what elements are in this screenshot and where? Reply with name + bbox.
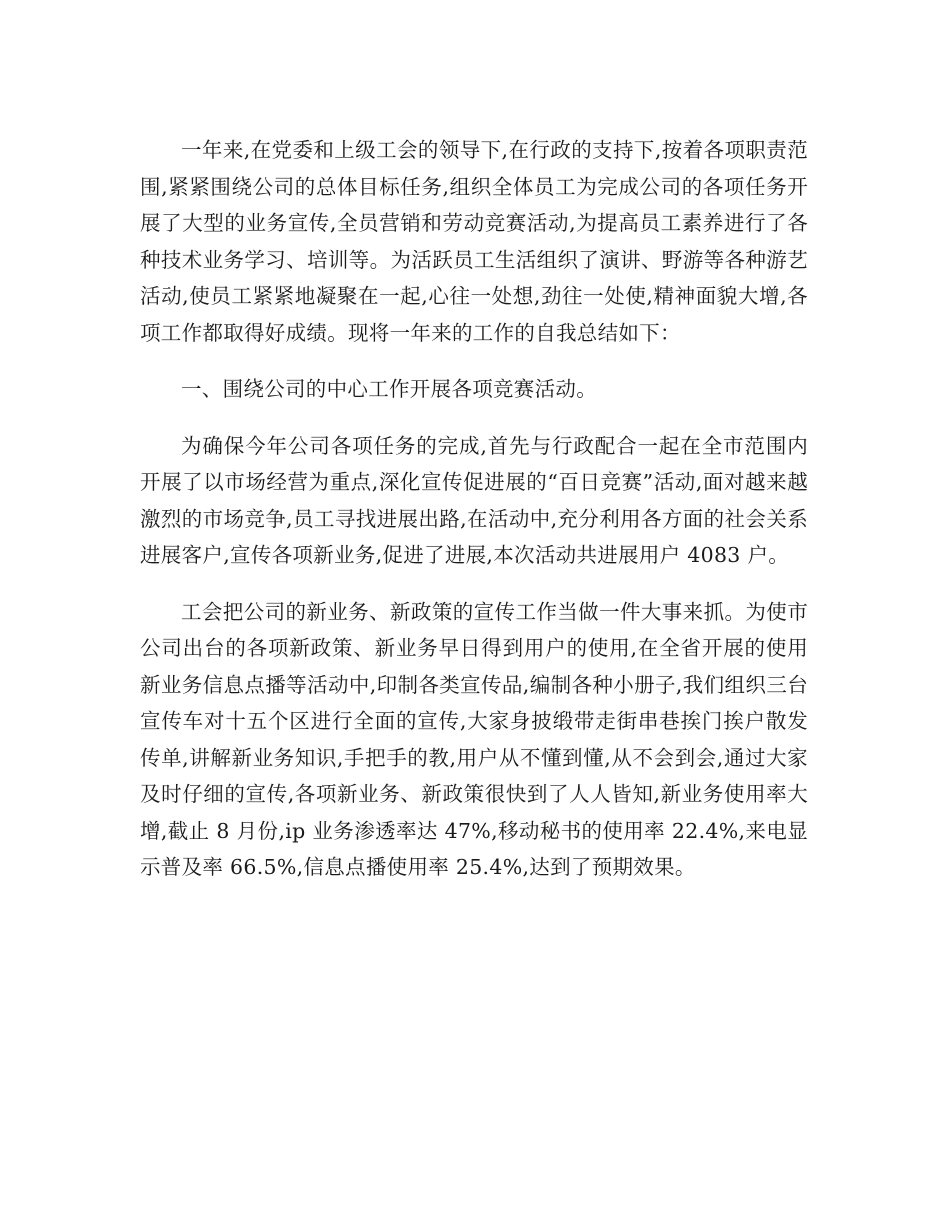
intro-paragraph: 一年来,在党委和上级工会的领导下,在行政的支持下,按着各项职责范围,紧紧围绕公司的总体目标任务,组织全体员工为完成公司的各项任务开展了大型的业务宣传,全员营销和劳动竞赛活动,为提高员工素养进行了各种技术业务学习、培训等。为活跃员工生活组织了演讲、野游等各种游艺活动,使员工紧紧地凝聚在一起,心往一处想,劲往一处使,精神面貌大增,各项工作都取得好成绩。现将一年来的工作的自我总结如下： <box>140 138 808 345</box>
section-heading: 一、围绕公司的中心工作开展各项竞赛活动。 <box>181 377 597 401</box>
promotion-paragraph: 工会把公司的新业务、新政策的宣传工作当做一件大事来抓。为使市公司出台的各项新政策、新业务早日得到用户的使用,在全省开展的使用新业务信息点播等活动中,印制各类宣传品,编制各种小册子,我们组织三台宣传车对十五个区进行全面的宣传,大家身披缎带走街串巷挨门挨户散发传单,讲解新业务知识,手把手的教,用户从不懂到懂,从不会到会,通过大家及时仔细的宣传,各项新业务、新政策很快到了人人皆知,新业务使用率大增,截止 8 月份,ip 业务渗透率达 47%,移动秘书的使用率 22.4%,来电显示普及率 66.5%,信息点播使用率 25.4%,达到了预期效果。 <box>140 599 808 879</box>
document-body <box>140 132 808 906</box>
competition-paragraph: 为确保今年公司各项任务的完成,首先与行政配合一起在全市范围内开展了以市场经营为重点,深化宣传促进展的“百日竞赛”活动,面对越来越激烈的市场竞争,员工寻找进展出路,在活动中,充分利用各方面的社会关系进展客户,宣传各项新业务,促进了进展,本次活动共进展用户 4083 户。 <box>140 433 808 567</box>
